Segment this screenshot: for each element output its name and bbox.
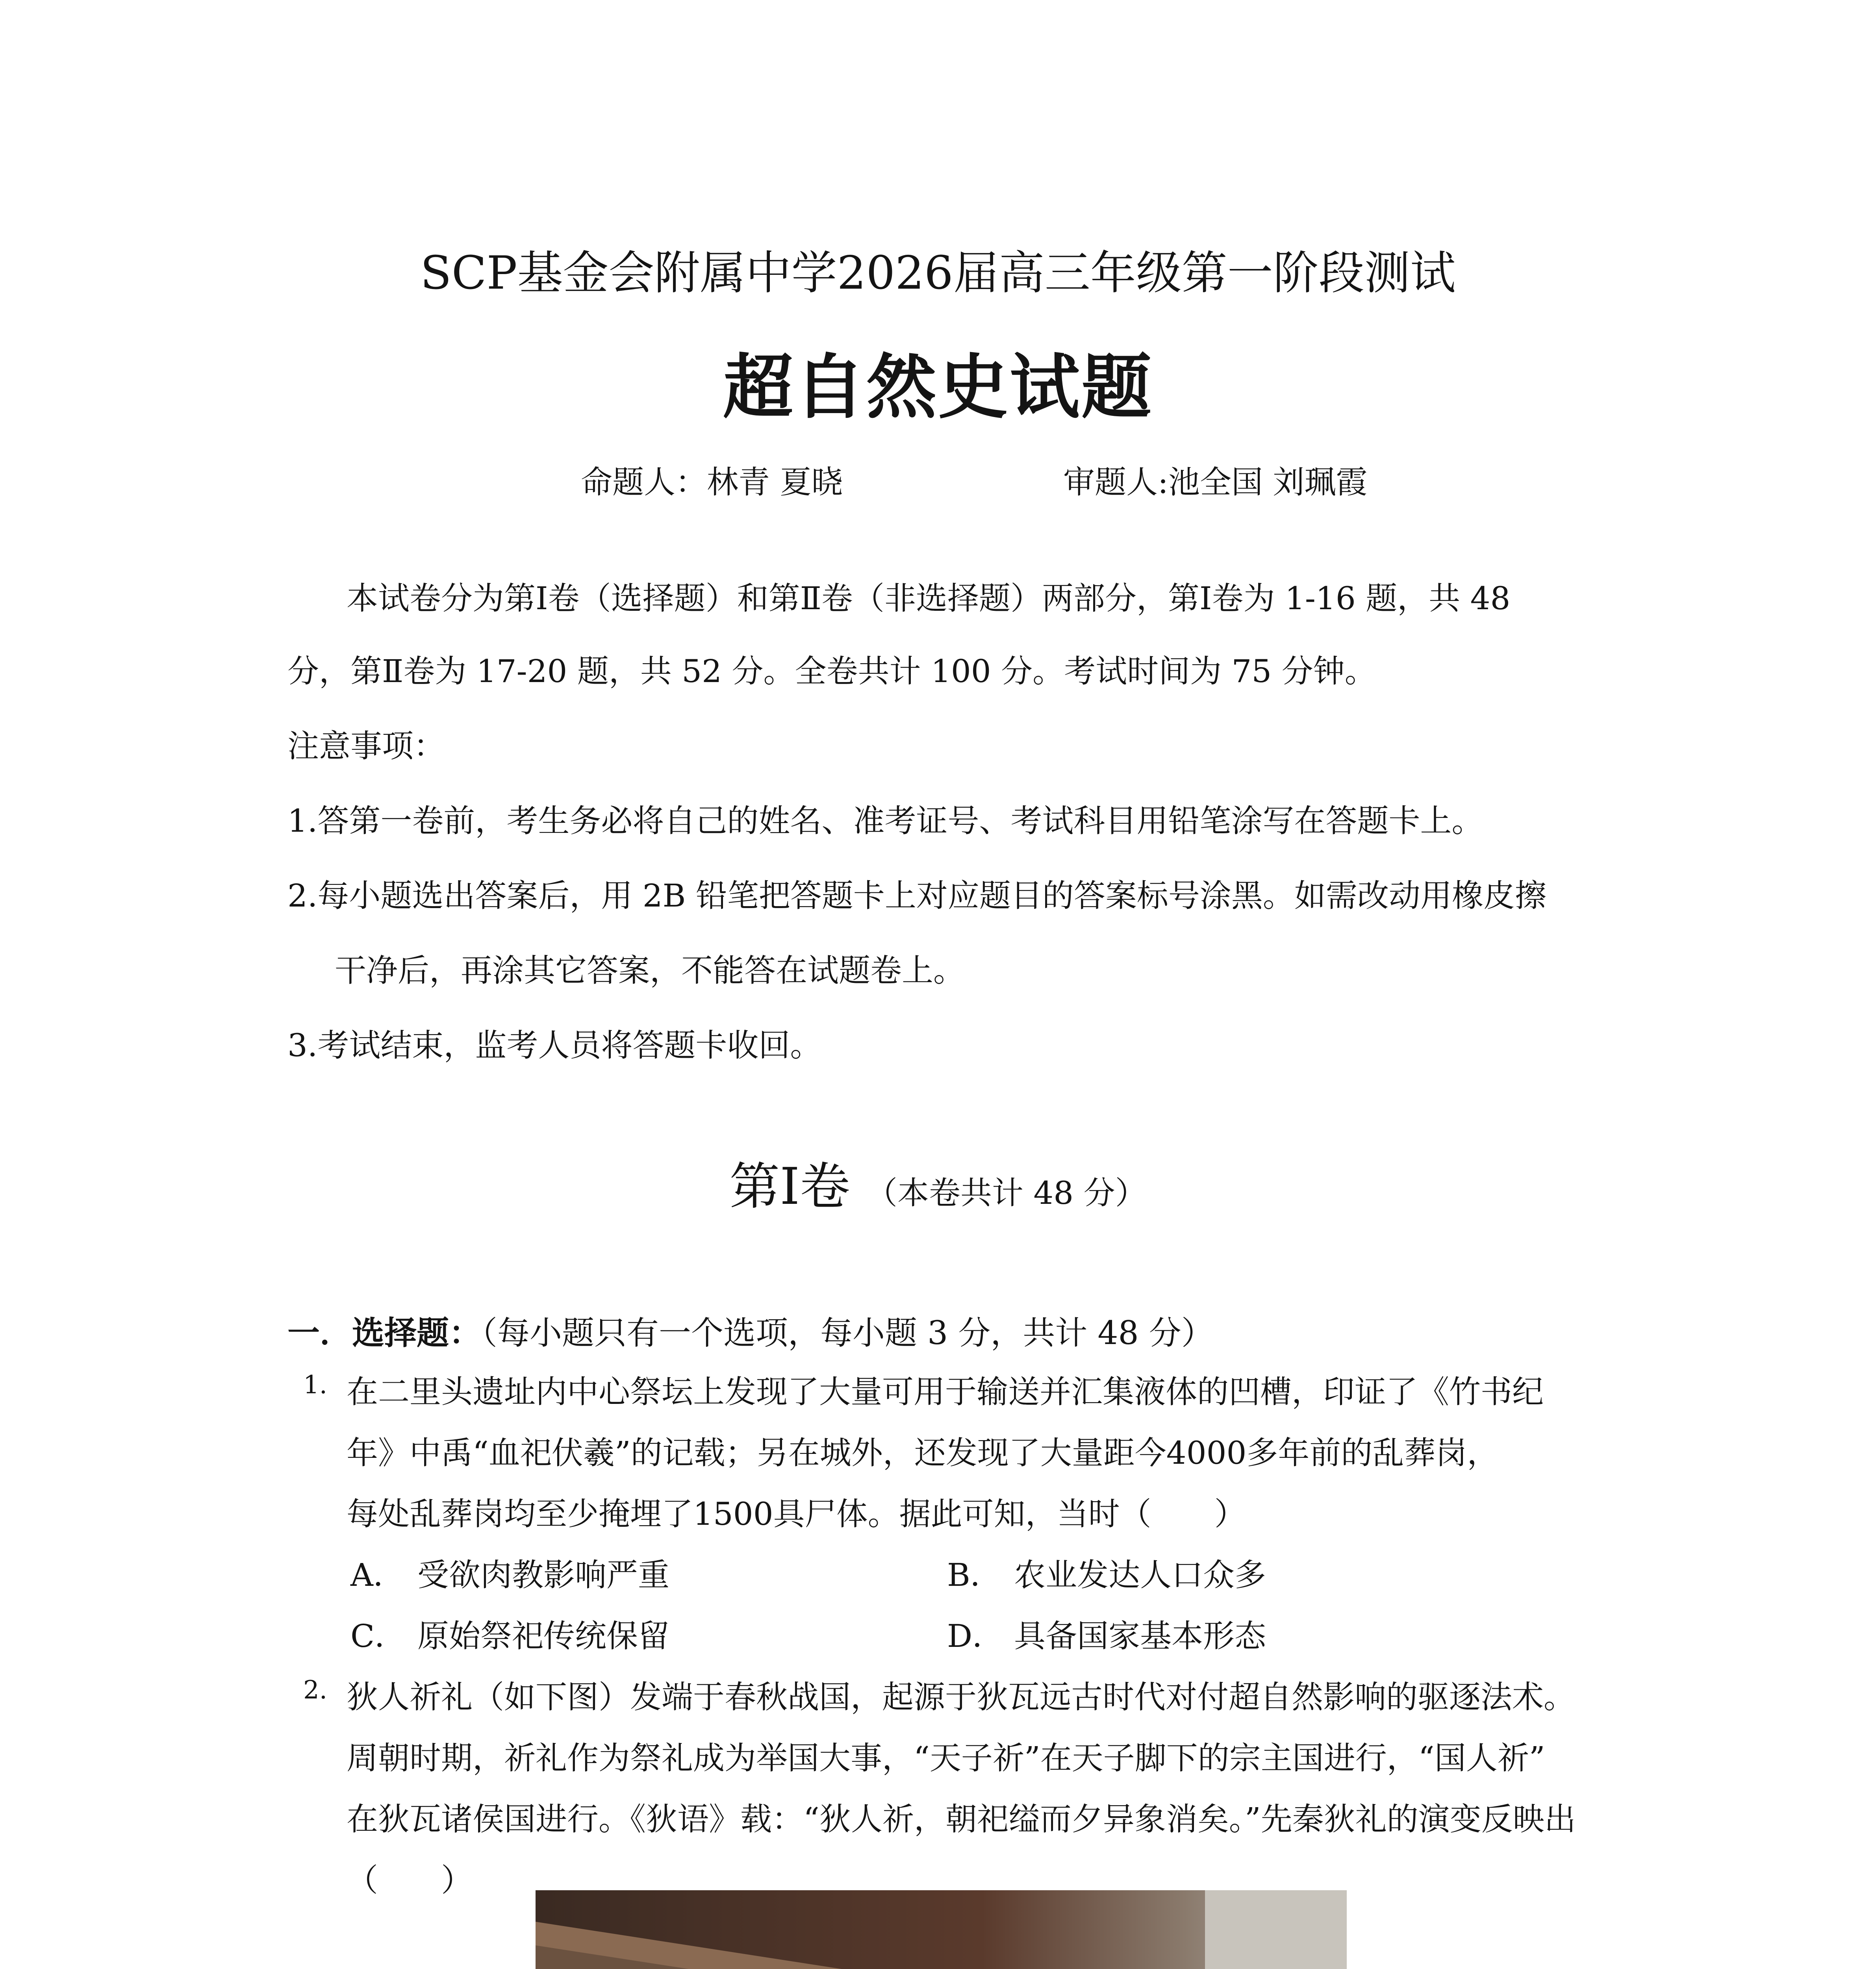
question-2-line-1 [303,1672,1575,1717]
option-text: 受欲肉教影响严重 [417,1557,669,1593]
option-label: D． [947,1618,1004,1654]
question-text: 狄人祈礼（如下图）发端于春秋战国，起源于狄瓦远古时代对付超自然影响的驱逐法术。 [347,1679,1575,1715]
volume-heading [0,1146,1876,1218]
note-1: 1.答第一卷前，考生务必将自己的姓名、准考证号、考试科目用铅笔涂写在答题卡上。 [287,803,1483,839]
setter: 命题人：林青 夏晓 [581,464,843,501]
section-heading [287,1307,1214,1353]
option-text: 具备国家基本形态 [1014,1618,1266,1654]
question-number: 1. [303,1370,328,1400]
question-2-line-4: （ ） [347,1862,473,1899]
note-3: 3.考试结束，监考人员将答题卡收回。 [287,1027,822,1064]
question-2-line-3: 在狄瓦诸侯国进行。《狄语》载：“狄人祈，朝祀缢而夕异象消矣。”先秦狄礼的演变反映出 [347,1801,1576,1837]
volume-title: 第Ⅰ卷 [729,1157,850,1216]
question-text: 在二里头遗址内中心祭坛上发现了大量可用于输送并汇集液体的凹槽，印证了《竹书纪 [347,1374,1544,1410]
question-2-line-2: 周朝时期，祈礼作为祭礼成为举国大事，“天子祈”在天子脚下的宗主国进行，“国人祈” [347,1740,1545,1776]
authors-line [0,457,1876,501]
question-1-line-3: 每处乱葬岗均至少掩埋了1500具尸体。据此可知，当时（ ） [347,1496,1246,1532]
section-title: 一．选择题： [287,1314,482,1352]
option-b[interactable] [947,1550,1266,1595]
prayer-tags-photo [536,1890,1347,1969]
note-2: 2.每小题选出答案后，用 2B 铅笔把答题卡上对应题目的答案标号涂黑。如需改动用橡皮擦 [287,877,1546,914]
option-text: 农业发达人口众多 [1014,1557,1266,1593]
option-a[interactable] [350,1550,669,1595]
option-label: B． [947,1557,1002,1593]
question-1-line-1 [303,1366,1544,1412]
option-d[interactable] [947,1611,1266,1656]
reviewer: 审题人:池全国 刘珮霞 [1063,464,1368,501]
notes-title: 注意事项： [287,728,445,764]
option-text: 原始祭祀传统保留 [417,1618,669,1654]
question-number: 2. [303,1676,328,1705]
intro-line-1: 本试卷分为第Ⅰ卷（选择题）和第Ⅱ卷（非选择题）两部分，第Ⅰ卷为 1-16 题，共 48 [347,580,1511,617]
option-c[interactable] [350,1611,669,1656]
option-label: C． [350,1618,406,1654]
subject-title: 超自然史试题 [723,346,1153,428]
school-title: SCP基金会附属中学2026届高三年级第一阶段测试 [420,247,1456,300]
note-2-cont: 干净后，再涂其它答案，不能答在试题卷上。 [335,952,965,989]
intro-line-2: 分，第Ⅱ卷为 17-20 题，共 52 分。全卷共计 100 分。考试时间为 75 分钟。 [287,653,1376,690]
section-desc: （每小题只有一个选项，每小题 3 分，共计 48 分） [481,1315,1214,1352]
volume-note: （本卷共计 48 分） [866,1175,1147,1211]
question-1-line-2: 年》中禹“血祀伏羲”的记载；另在城外，还发现了大量距今4000多年前的乱葬岗， [347,1435,1499,1471]
option-label: A． [350,1557,405,1593]
